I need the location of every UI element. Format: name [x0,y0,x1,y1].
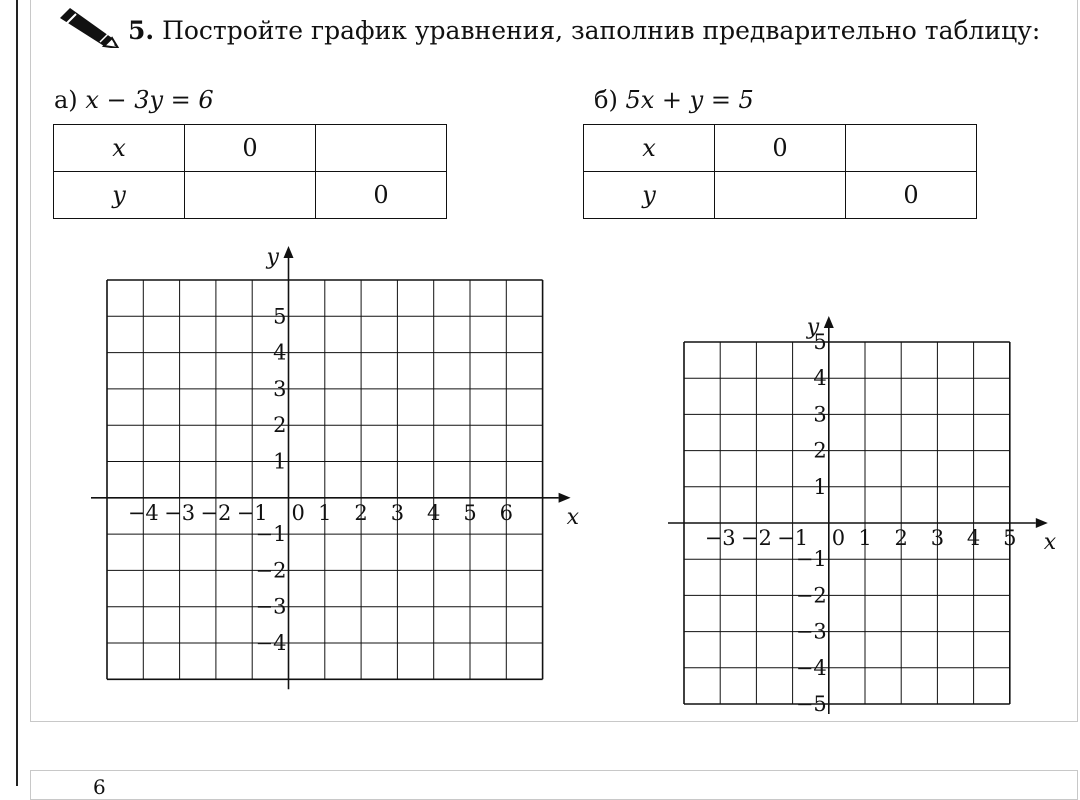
y-tick-label: 3 [273,376,287,401]
x-tick-label: −4 [127,500,159,525]
table-b-cell[interactable]: 0 [846,172,977,219]
exercise-text: Постройте график уравнения, заполнив предварительно таблицу: [162,16,1041,45]
x-tick-label: 5 [1003,526,1017,550]
table-a-cell[interactable]: 0 [185,125,316,172]
y-tick-label: −3 [795,619,827,644]
y-tick-label: 5 [813,330,827,354]
x-tick-label: 1 [858,526,872,550]
x-tick-label: 4 [966,526,981,550]
y-tick-label: −2 [255,558,287,583]
x-tick-label: −3 [704,526,736,550]
y-axis-label: y [266,245,279,270]
part-a-equation: x − 3y = 6 [85,86,214,114]
x-axis-arrow [1036,518,1048,528]
y-tick-label: 4 [813,366,827,391]
x-tick-label: 2 [354,500,368,525]
exercise-number: 5. [128,16,155,45]
x-tick-label: 6 [499,500,513,525]
y-tick-label: −4 [255,631,287,655]
part-b-equation: 5x + y = 5 [625,86,754,114]
y-tick-label: 1 [273,449,287,474]
x-tick-label: 1 [318,500,332,525]
x-tick-label: −1 [236,500,268,525]
part-b-label: б) [594,86,618,114]
table-b-cell[interactable]: 0 [715,125,846,172]
origin-label: 0 [291,500,305,525]
y-tick-label: 1 [813,474,827,499]
y-axis-label: y [806,315,820,340]
y-tick-label: −1 [255,522,287,547]
y-tick-label: −5 [795,692,827,716]
y-tick-label: 2 [813,438,827,463]
table-b-var-y: y [584,172,715,219]
x-tick-label: 3 [390,500,405,525]
x-axis-label: x [1043,530,1057,555]
x-tick-label: 5 [463,500,477,525]
y-tick-label: 4 [273,340,287,365]
next-exercise-fragment: 6 [93,775,106,799]
part-a-label: а) [54,86,78,114]
y-tick-label: 2 [273,413,287,438]
x-tick-label: −3 [164,500,196,525]
y-tick-label: −2 [795,583,827,608]
x-tick-label: −1 [777,526,809,550]
origin-label: 0 [831,526,846,550]
x-tick-label: −2 [740,526,772,550]
x-tick-label: 4 [427,500,441,525]
y-tick-label: −3 [255,594,287,619]
y-tick-label: 3 [813,402,827,427]
x-tick-label: 2 [894,526,908,550]
y-tick-label: −1 [795,547,827,572]
x-tick-label: 3 [930,526,945,550]
y-tick-label: 5 [273,304,287,329]
x-axis-label: x [566,504,580,530]
table-a-cell[interactable]: 0 [316,172,447,219]
next-exercise-card [30,770,1078,800]
table-b-var-x: x [584,125,715,172]
x-tick-label: −2 [200,500,232,525]
table-a-var-y: y [54,172,185,219]
y-tick-label: −4 [795,655,827,680]
table-a-var-x: x [54,125,185,172]
y-axis-arrow [824,316,834,328]
